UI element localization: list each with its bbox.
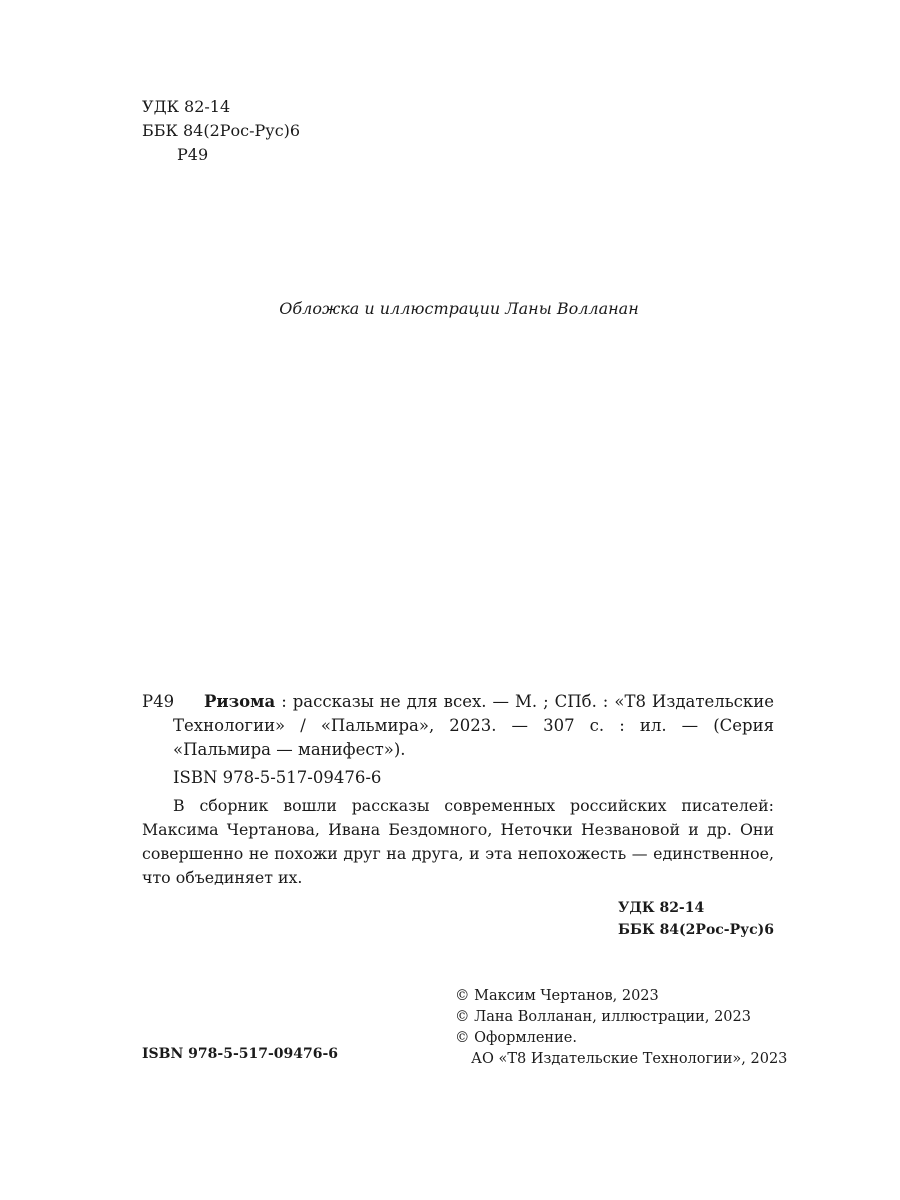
header-codes xyxy=(142,95,300,167)
copyright-block xyxy=(455,986,787,1070)
bottom-bbk: ББК 84(2Рос-Рус)6 xyxy=(618,922,774,938)
bottom-codes xyxy=(618,897,774,941)
catalog-isbn: ISBN 978-5-517-09476-6 xyxy=(173,768,382,787)
annotation: В сборник вошли рассказы современных российских писателей: Максима Чертанова, Ивана Бездомного, Неточки Незвановой и др. Они совершенно не похожи друг на друга, и эта непохожесть — единственное, что объединяет их. xyxy=(142,796,774,887)
illustration-credit: Обложка и иллюстрации Ланы Волланан xyxy=(279,299,639,318)
catalog-details: : рассказы не для всех. — М. ; СПб. : «Т8 Издательские Технологии» / «Пальмира», 2023. — 307 с. : ил. — (Серия «Пальмира — манифест»). xyxy=(173,692,774,759)
copyright-line: © Лана Волланан, иллюстрации, 2023 xyxy=(455,1009,751,1025)
copyright-line: © Максим Чертанов, 2023 xyxy=(455,988,659,1004)
book-title: Ризома xyxy=(204,692,276,711)
bottom-udk: УДК 82-14 xyxy=(618,900,705,916)
catalog-author-sign: Р49 xyxy=(142,692,175,711)
catalog-description xyxy=(142,690,774,762)
catalog-record xyxy=(142,690,774,890)
author-sign: Р49 xyxy=(177,145,209,164)
bbk-code: ББК 84(2Рос-Рус)6 xyxy=(142,121,301,140)
udk-code: УДК 82-14 xyxy=(142,97,231,116)
isbn-bottom: ISBN 978-5-517-09476-6 xyxy=(142,1046,339,1062)
copyright-line: © Оформление. xyxy=(455,1030,577,1046)
copyright-line-cont: АО «Т8 Издательские Технологии», 2023 xyxy=(471,1051,788,1067)
